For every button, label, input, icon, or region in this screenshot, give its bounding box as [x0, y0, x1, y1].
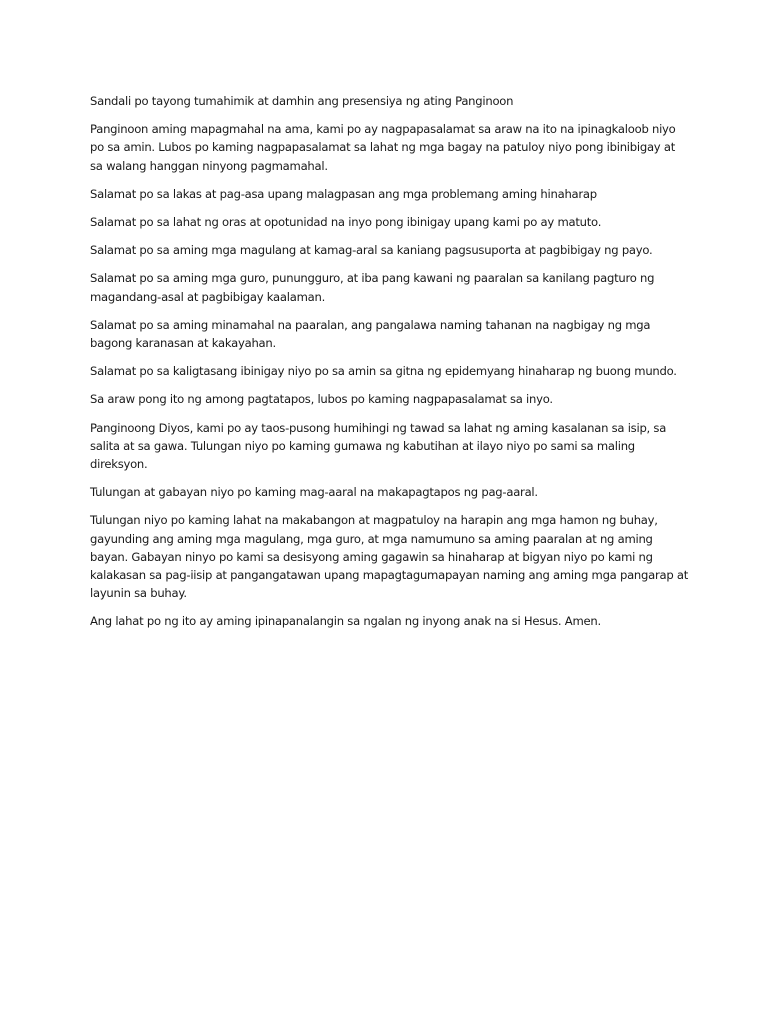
paragraph-safety: Salamat po sa kaligtasang ibinigay niyo po sa amin sa gitna ng epidemyang hinaharap ng buong mundo.: [90, 364, 677, 379]
paragraph-teachers: Salamat po sa aming mga guro, punungguro, at iba pang kawani ng paaralan sa kanilang pagturo ng magandang-asal at pagbibigay kaalaman.: [90, 271, 655, 304]
paragraph-thanksgiving: Panginoon aming mapagmahal na ama, kami po ay nagpapasalamat sa araw na ito na ipinagkaloob niyo po sa amin. Lubos po kaming nagpapasalamat sa lahat ng mga bagay na patuloy niyo pong ibinibigay at sa walang hanggan ninyong pagmamahal.: [90, 122, 676, 173]
document-body: [90, 92, 690, 641]
paragraph-closing: Ang lahat po ng ito ay aming ipinapanalangin sa ngalan ng inyong anak na si Hesus. Amen.: [90, 614, 601, 629]
paragraph-perseverance: Tulungan niyo po kaming lahat na makabangon at magpatuloy na harapin ang mga hamon ng buhay, gayunding ang aming mga magulang, mga guro, at mga namumuno sa aming paaralan at ng aming bayan. Gabayan ninyo po kami sa desisyong aming gagawin sa hinaharap at bigyan niyo po kami ng kalakasan sa pag-iisip at pangangatawan upang mapagtagumapayan naming ang aming mga pangarap at layunin sa buhay.: [90, 513, 689, 601]
paragraph-strength: Salamat po sa lakas at pag-asa upang malagpasan ang mga problemang aming hinaharap: [90, 186, 597, 201]
paragraph-graduation: Sa araw pong ito ng among pagtatapos, lubos po kaming nagpapasalamat sa inyo.: [90, 392, 553, 407]
paragraph-forgiveness: Panginoong Diyos, kami po ay taos-pusong humihingi ng tawad sa lahat ng aming kasalanan sa isip, sa salita at sa gawa. Tulungan niyo po kaming gumawa ng kabutihan at ilayo niyo po sami sa maling direksyon.: [90, 420, 667, 472]
paragraph-parents: Salamat po sa aming mga magulang at kamag-aral sa kaniang pagsusuporta at pagbibigay ng payo.: [90, 243, 653, 258]
paragraph-opportunity: Salamat po sa lahat ng oras at opotunidad na inyo pong ibinigay upang kami po ay matuto.: [90, 215, 602, 230]
paragraph-school: Salamat po sa aming minamahal na paaralan, ang pangalawa naming tahanan na nagbigay ng mga bagong karanasan at kakayahan.: [90, 317, 651, 351]
paragraph-guidance: Tulungan at gabayan niyo po kaming mag-aaral na makapagtapos ng pag-aaral.: [90, 485, 538, 500]
paragraph-opening: Sandali po tayong tumahimik at damhin ang presensiya ng ating Panginoon: [90, 94, 514, 108]
